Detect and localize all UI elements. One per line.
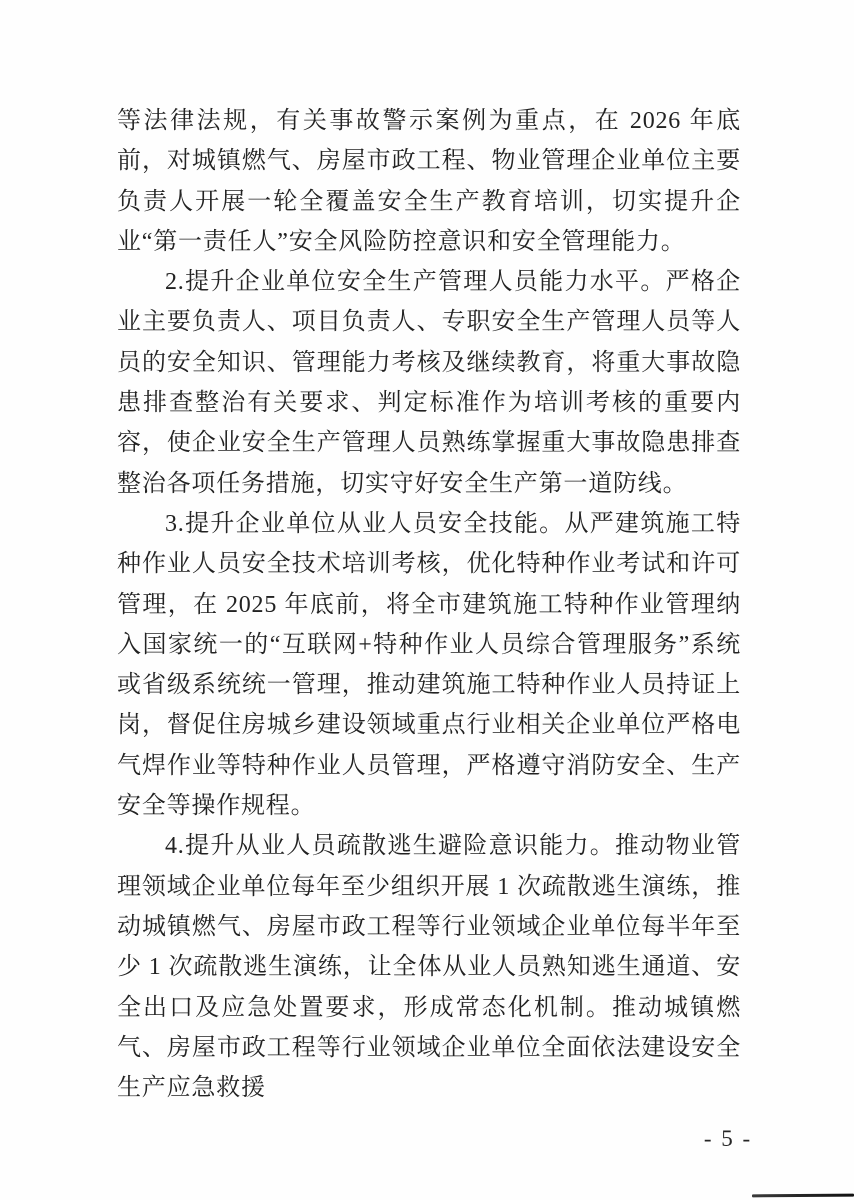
body-paragraph: 等法律法规，有关事故警示案例为重点，在 2026 年底前，对城镇燃气、房屋市政工程、物业管理企业单位主要负责人开展一轮全覆盖安全生产教育培训，切实提升企业“第一责任人”安全风险防控意识和安全管理能力。 xyxy=(117,108,741,255)
scan-artifact-line xyxy=(752,1194,854,1198)
body-paragraph: 4.提升从业人员疏散逃生避险意识能力。推动物业管理领域企业单位每年至少组织开展 1 次疏散逃生演练，推动城镇燃气、房屋市政工程等行业领域企业单位每半年至少 1 次疏散逃生演练，让全体从业人员熟知逃生通道、安全出口及应急处置要求，形成常态化机制。推动城镇燃气、房屋市政工程等行业领域企业单位全面依法建设安全生产应急救援 xyxy=(117,833,741,1102)
document-body xyxy=(117,101,741,1108)
page-number: - 5 - xyxy=(703,1126,753,1151)
body-paragraph: 3.提升企业单位从业人员安全技能。从严建筑施工特种作业人员安全技术培训考核，优化特种作业考试和许可管理，在 2025 年底前，将全市建筑施工特种作业管理纳入国家统一的“互联网+特种作业人员综合管理服务”系统或省级系统统一管理，推动建筑施工特种作业人员持证上岗，督促住房城乡建设领域重点行业相关企业单位严格电气焊作业等特种作业人员管理，严格遵守消防安全、生产安全等操作规程。 xyxy=(117,510,741,820)
body-paragraph: 2.提升企业单位安全生产管理人员能力水平。严格企业主要负责人、项目负责人、专职安全生产管理人员等人员的安全知识、管理能力考核及继续教育，将重大事故隐患排查整治有关要求、判定标准作为培训考核的重要内容，使企业安全生产管理人员熟练掌握重大事故隐患排查整治各项任务措施，切实守好安全生产第一道防线。 xyxy=(117,269,741,497)
